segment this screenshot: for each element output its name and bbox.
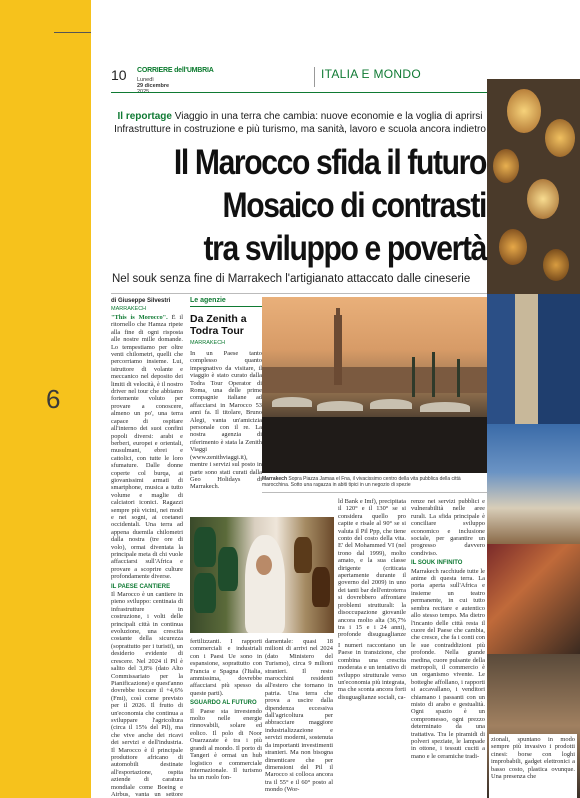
subhead-rule (111, 293, 487, 294)
column-3-text: fertilizzanti. I rapporti commerciali e industriali con i Paesi Ue sono in espansione, soprattutto con Francia e Spagna (l'Italia, ammissima, dovrebbe affacciarsi più spesso da queste parti). (190, 638, 262, 697)
sidebar-dateline: MARRAKECH (190, 340, 226, 346)
article-column-8: zionali, spuntano in modo sempre più invasivo i prodotti cinesi: borse con loghi improbabili, gadget elettronici a basso costo, plastica ovunque. Una presenza che (489, 734, 577, 798)
headline-line-1: Il Marocco sfida il futuro (173, 143, 486, 182)
article-column-5: ld Bank e Imf), precipitata il 120° e il 130° se si considera quello pro capite e risale al 90° se si valuta il Pil Ppp, che tiene conto del costo della vita. E' del Mohammed VI (nel trono dal 1999), molto amato, e la sua classe dirigente (criticata apertamente durante il governo del 2009) in uno dei tanti bar dell'entroterra si dovrebbero affrontare problemi strutturali: la disoccupazione giovanile ancora molto alta (36,7% tra i 15 e i 24 anni), profonde disuguaglianze (338, 498, 406, 639)
article-headline (163, 141, 486, 270)
souk-lamps-photo (487, 79, 580, 798)
kicker-text: Viaggio in una terra che cambia: nuove economie e la voglia di aprirsi Infrastrutture in costruzione e più turismo, ma sanità, lavoro e scuola ancora indietro (114, 111, 486, 135)
article-column-3 (190, 638, 262, 798)
column-7-text: renze nei servizi pubblici e vulnerabilità nelle aree rurali. La sfida principale è conciliare sviluppo economico e inclusione sociale, per garantire un progresso davvero condiviso. (411, 498, 485, 557)
column-1-text: È il ritornello che Hamza ripete alla fine di ogni risposta alle nostre mille domande. Lo tempestiamo per oltre venti chilometri, quelli che percorriamo insieme. Lui, istruttore di volante e meccanico nel deposito dei limiti di velocità, è il nostro driver nel tour che abbiamo fortemente voluto per provare a conoscere, almeno un po', una terra capace di ospitare all'interno dei suoi confini popoli diversi: arabi e berberi, europei e orientali, musulmani, ebrei e cattolici, con tutte le loro sfumature. Dalle donne coperte col burqa, ai giovanissimi armati di smartphone, musica a tutto volume e maglie di calciatori iconici. Ragazzi sempre più vicini, nei modi e nei sogni, ai coetanei occidentali. Una terra ad appena duemila chilometri dalla nostra (tre ore di volo), ormai diventata la principale meta di chi vuole affacciarsi sull'Africa e provare a scoprire culture profondamente diverse. (111, 314, 183, 581)
column-3-text-2: Il Paese sta investendo molto nelle energie rinnovabili, solare ed eolico. Il polo di Noor Ouarzazate è tra i più grandi al mondo. Il porto di Tangeri è ormai un hub logistico e commerciale internazionale. Il turismo ha un ruolo fon- (190, 707, 262, 782)
article-column-7 (411, 498, 485, 798)
article-column-4: damentale: quasi 18 milioni di arrivi nel 2024 (dato Ministero del Turismo), circa 9 milioni stranieri. Il resto marocchini residenti all'estero che tornano in patria. Una terra che prova a uscire dalla dipendenza eccessiva dall'agricoltura per abbracciare maggiore industrializzazione e servizi moderni, sostenuta da importanti investimenti stranieri. Ma non bisogna dimenticare che per dimensioni del Pil il Marocco si colloca ancora tra il 55° e il 60° posto al mondo (Wor- (265, 638, 333, 794)
yellow-margin-band (0, 0, 91, 798)
column-lead: "This is Morocco". (111, 314, 168, 321)
caption-text: Sopra Piazza Jamaa el Fna, il vivacissimo centro della vita pubblica della città marocchina. Sotto una ragazza in abiti tipici in un negozio di spezie (262, 476, 461, 489)
column-7-text-2: Marrakech racchiude tutte le anime di questa terra. La porta aperta sull'Africa e insieme un teatro permanente, in cui tutto sembra recitare e autentico allo stesso tempo. Ma dietro l'incanto delle città resta il cuore del Paese che cambia, che cresce, che fa i conti con le sue contraddizioni più profonde. Nella grande medina, cuore pulsante della metropoli, il commercio è un organismo vivente. Le botteghe affollano, i rapporti si accavallano, i venditori chiamano i passanti con un misto di arabo e gestualità. Ogni spazio è un compromesso, ogni prezzo determinato da una trattativa. Tra le piramidi di polveri speziate, le lampade in ottone, i tessuti cuciti a mano e le ceramiche tradi- (411, 567, 485, 760)
sidebar-title: Da Zenith a Todra Tour (190, 313, 247, 337)
page-number: 10 (111, 67, 127, 83)
header-separator (314, 67, 315, 87)
caption-rule (262, 492, 487, 493)
subheading-paese-cantiere: IL PAESE CANTIERE (111, 583, 171, 590)
subheading-souk-infinito: IL SOUK INFINITO (411, 560, 463, 567)
byline (111, 297, 183, 313)
sidebar-text: In un Paese tanto complesso quanto impegnativo da visitare, il viaggio è stato curato dalla Todra Tour Operator di Roma, una delle prime compagnie italiane ad affacciarsi in Marocco 53 anni fa. Il titolare, Bruno Alegi, vanta un'amicizia personale con il re. La nostra agenzia di riferimento è stata la Zenith Viaggi (www.zenithviaggi.it), mentre i servizi sul posto in parte sono stati curati dalla Geo Holidays di Marrakech. (190, 350, 262, 491)
header-rule (111, 92, 487, 93)
article-subhead: Nel souk senza fine di Marrakech l'artigianato attaccato dalle cineserie (112, 273, 471, 285)
author-name: di Giuseppe Silvestri (111, 298, 171, 304)
article-kicker (113, 110, 487, 136)
column-1-text-2: Il Marocco è un cantiere in pieno sviluppo: centinaia di infrastrutture in costruzione, i volti delle principali città in continua evoluzione, una crescita costante della sicurezza (soprattutto per i turisti), un desiderio evidente di crescere. Nel 2024 il Pil è salito del 3,8% (dato Alto Commissariato per la Pianificazione) e quest'anno dovrebbe toccare il +4,6% (Fmi), così come previsto per il 2026. Il frutto di un'economia che continua a sviluppare l'agricoltura (circa il 15% del Pil), ma che vive anche dei ricavi dei servizi e dell'industria. Il Marocco è il principale produttore africano di automobili destinate all'esportazione, ospita aziende di caratura mondiale come Boeing e Airbus, vanta un settore (111, 591, 183, 798)
jemaa-el-fna-photo (262, 297, 487, 473)
article-column-1 (111, 314, 183, 798)
headline-line-2: Mosaico di contrasti (222, 186, 487, 225)
agency-sidebar (190, 297, 262, 513)
dateline: MARRAKECH (111, 306, 147, 312)
spice-shop-photo (190, 517, 334, 633)
subheading-sguardo-futuro: SGUARDO AL FUTURO (190, 700, 257, 707)
section-title: ITALIA E MONDO (321, 67, 421, 81)
sidebar-label: Le agenzie (190, 297, 262, 307)
masthead-logo: CORRIERE dell'UMBRIA (137, 67, 214, 74)
kicker-label: Il reportage (117, 111, 172, 122)
column-3-top (262, 498, 334, 518)
caption-tag: Marrakech (262, 476, 288, 482)
article-column-6: I numeri raccontano un Paese in transizione, che combina una crescita moderata e un tentativo di sviluppo strutturale verso un'economia più integrata, ma che sconta ancora forti disuguaglianze sociali, ca- (338, 642, 406, 701)
photo-caption (262, 476, 484, 488)
issue-date: Lunedì 29 dicembre (137, 77, 170, 89)
headline-line-3: tra sviluppo e povertà (203, 229, 486, 268)
side-page-number: 6 (46, 384, 61, 414)
margin-rule (54, 32, 91, 33)
